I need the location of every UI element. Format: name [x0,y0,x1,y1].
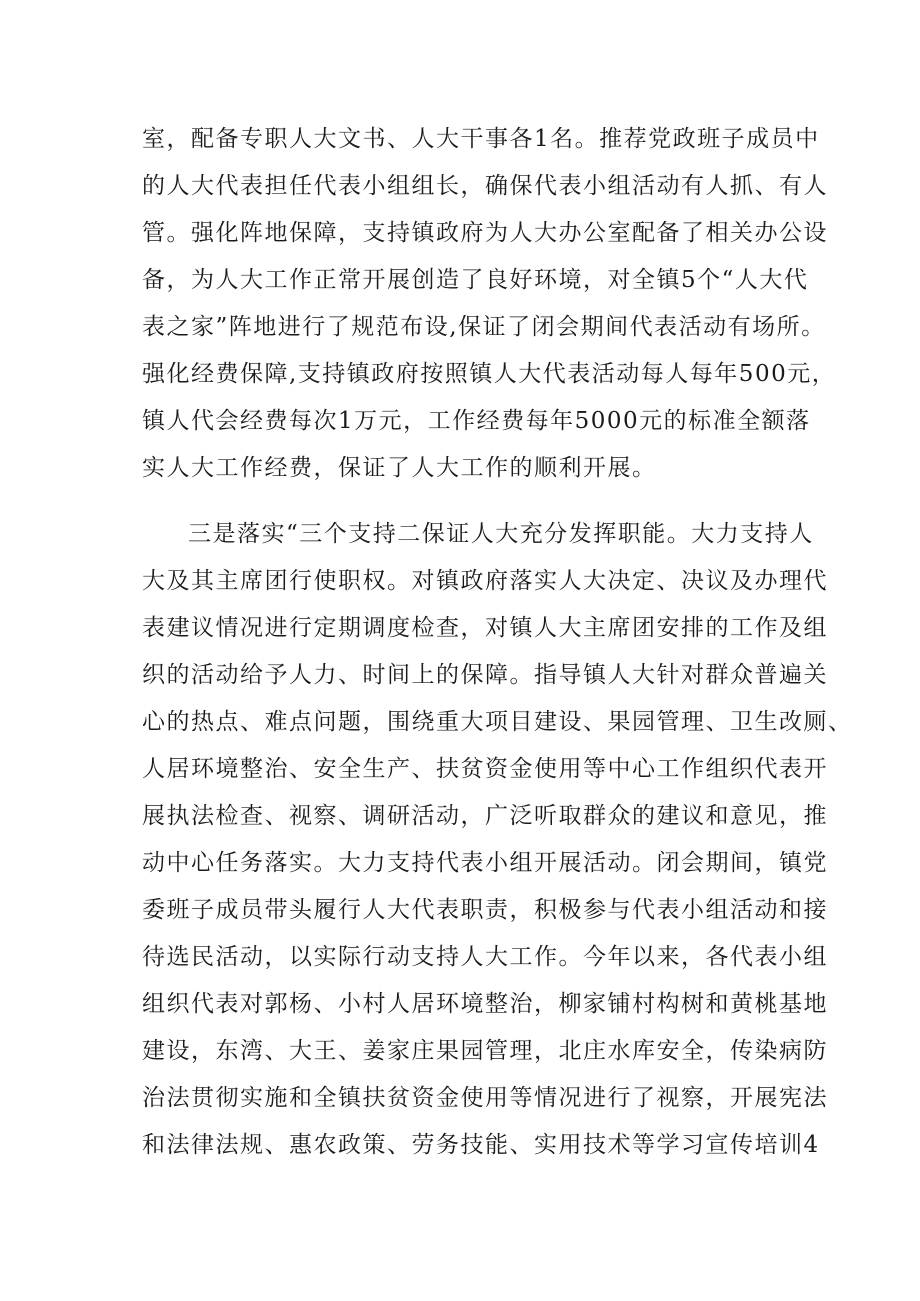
paragraph-line: 的人大代表担任代表小组组长，确保代表小组活动有人抓、有人 [142,173,828,199]
paragraph-line: 表之家”阵地进行了规范布设,保证了闭会期间代表活动有场所。 [142,314,826,340]
paragraph-line: 备，为人大工作正常开展创造了良好环境，对全镇5个“人大代 [142,267,809,293]
paragraph-line: 待选民活动，以实际行动支持人大工作。今年以来，各代表小组 [142,944,828,970]
paragraph-line: 和法律法规、惠农政策、劳务技能、实用技术等学习宣传培训4 [142,1132,820,1158]
paragraph-line: 心的热点、难点问题，围绕重大项目建设、果园管理、卫生改厕、 [142,709,853,735]
paragraph-line: 表建议情况进行定期调度检查，对镇人大主席团安排的工作及组 [142,615,828,641]
paragraph-line: 室，配备专职人大文书、人大干事各1名。推荐党政班子成员中 [142,126,820,152]
paragraph-line: 强化经费保障,支持镇政府按照镇人大代表活动每人每年500元， [142,361,837,387]
paragraph-2 [142,511,853,1169]
paragraph-line: 实人大工作经费，保证了人大工作的顺利开展。 [142,455,657,481]
paragraph-line: 三是落实“三个支持二保证人大充分发挥职能。大力支持人 [188,521,814,547]
paragraph-line: 展执法检查、视察、调研活动，广泛听取群众的建议和意见，推 [142,803,828,829]
paragraph-line: 动中心任务落实。大力支持代表小组开展活动。闭会期间，镇党 [142,850,828,876]
paragraph-line: 人居环境整治、安全生产、扶贫资金使用等中心工作组织代表开 [142,756,828,782]
paragraph-line: 治法贯彻实施和全镇扶贫资金使用等情况进行了视察，开展宪法 [142,1085,828,1111]
paragraph-line: 组织代表对郭杨、小村人居环境整治，柳家铺村构树和黄桃基地 [142,991,828,1017]
paragraph-line: 织的活动给予人力、时间上的保障。指导镇人大针对群众普遍关 [142,662,828,688]
paragraph-line: 镇人代会经费每次1万元，工作经费每年5000元的标准全额落 [142,408,811,434]
paragraph-line: 委班子成员带头履行人大代表职责，积极参与代表小组活动和接 [142,897,828,923]
paragraph-1 [142,116,837,492]
paragraph-line: 建设，东湾、大王、姜家庄果园管理，北庄水库安全，传染病防 [142,1038,828,1064]
paragraph-line: 大及其主席团行使职权。对镇政府落实人大决定、决议及办理代 [142,568,828,594]
paragraph-line: 管。强化阵地保障，支持镇政府为人大办公室配备了相关办公设 [142,220,828,246]
